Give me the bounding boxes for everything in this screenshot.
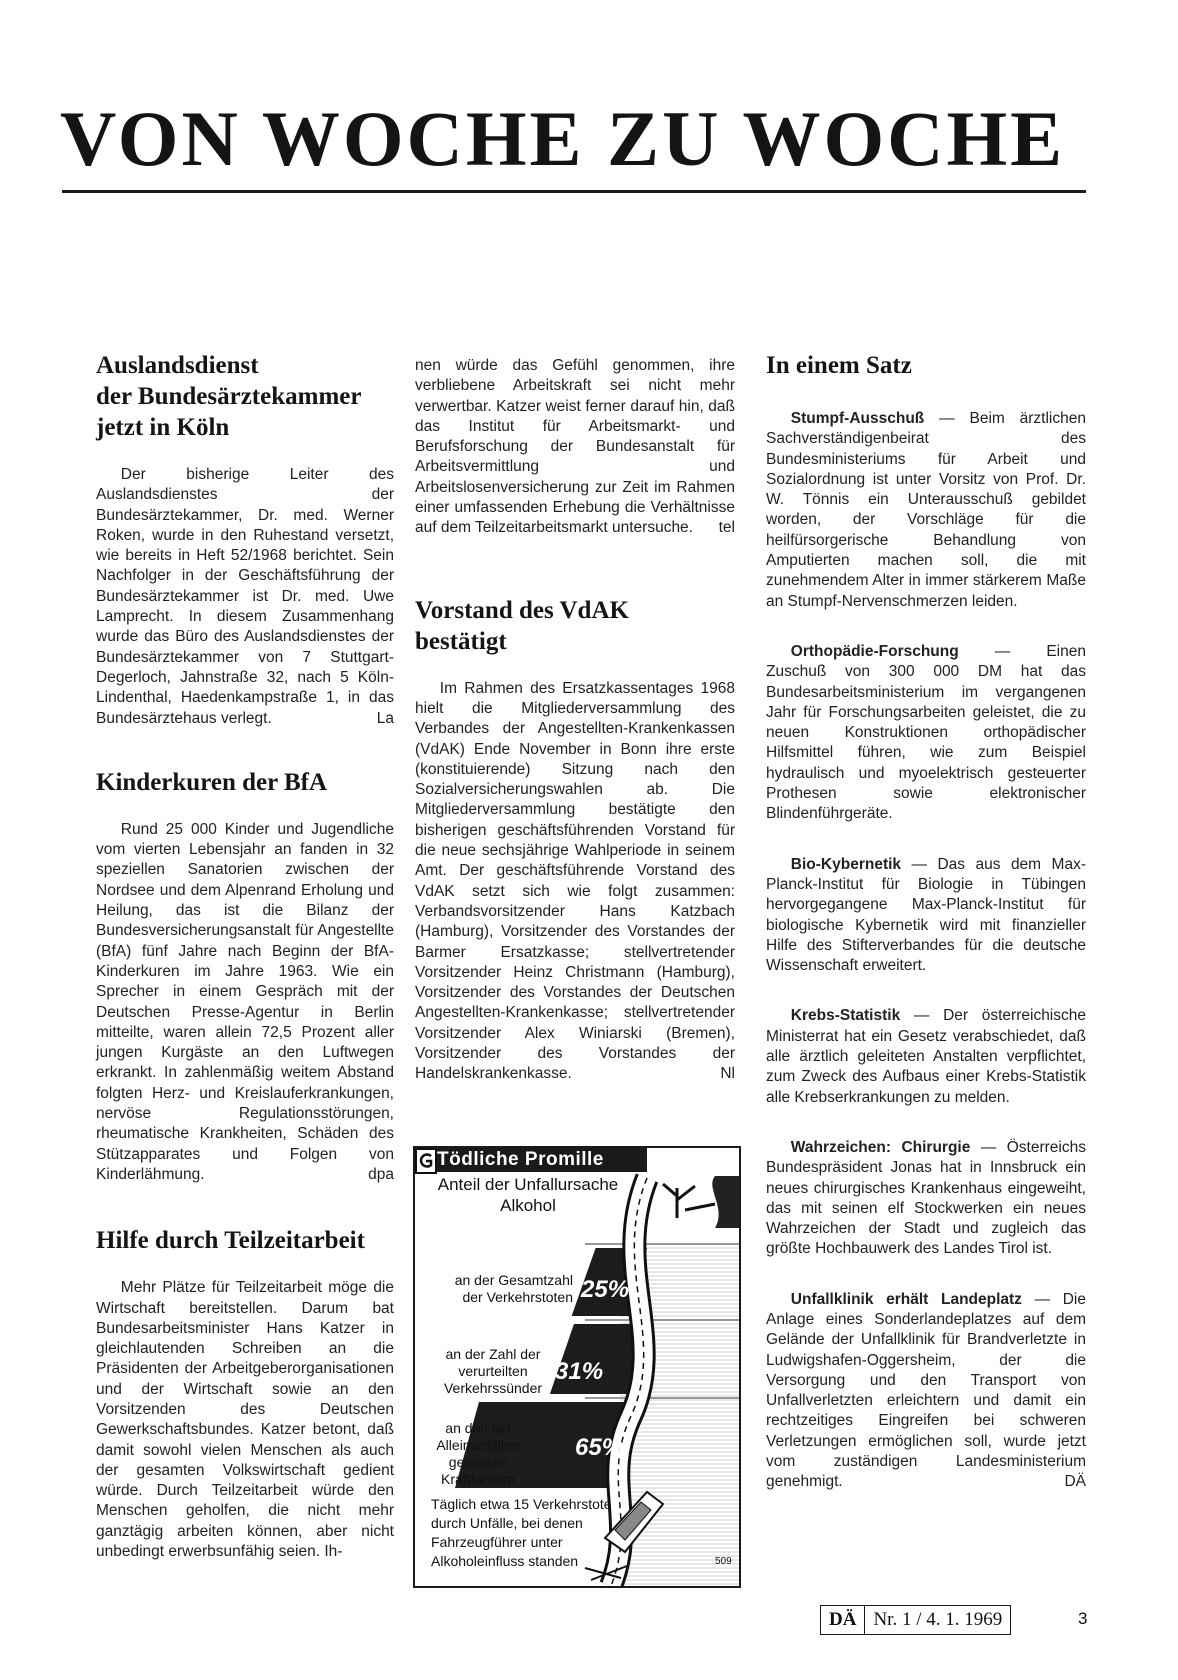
brief-list bbox=[766, 409, 1086, 1493]
headline-vdak bbox=[415, 595, 735, 657]
chart-title: Tödliche Promille bbox=[415, 1148, 647, 1172]
brief-text: — Das aus dem Max-Planck-Institut für Biologie in Tübingen hervorgegangene Max-Planck-Institut für biologische Kybernetik wird mit finanzieller Hilfe des Stifterverbandes für die deutsche Wissenschaft erweitert. bbox=[766, 855, 1086, 975]
masthead: VON WOCHE ZU WOCHE bbox=[60, 95, 1066, 182]
signature: La bbox=[376, 709, 394, 727]
signature: Nl bbox=[720, 1065, 735, 1083]
signature: tel bbox=[718, 519, 735, 537]
headline-line: Vorstand des VdAK bbox=[415, 596, 629, 624]
article-teilzeit-text-part2 bbox=[415, 356, 735, 539]
chart-subtitle: Anteil der Unfallursache Alkohol bbox=[437, 1175, 619, 1215]
chart-tree-crown bbox=[712, 1176, 739, 1228]
brief-item bbox=[766, 1006, 1086, 1107]
brief-item bbox=[766, 855, 1086, 977]
brief-title: Wahrzeichen: Chirurgie bbox=[790, 1138, 971, 1156]
headline-satz: In einem Satz bbox=[766, 352, 912, 379]
chart-tree bbox=[663, 1184, 715, 1218]
headline-kinderkuren: Kinderkuren der BfA bbox=[96, 768, 328, 796]
brief-text: — Einen Zuschuß von 300 000 DM hat das Bundesarbeitsministerium im vergangenen Jahr für Forschungsarbeiten geleistet, die zu neuen Konstruktionen orthopädischer Hilfsmittel führen, wie zum Beispiel hydraulisch und myoelektrisch gesteuerter Prothesen sowie elektronischer Blindenführgeräte. bbox=[766, 642, 1086, 823]
globus-logo-icon bbox=[415, 1148, 437, 1174]
brief-text: — Beim ärztlichen Sachverständigenbeirat des Bundesministeriums für Arbeit und Sozialordnung ist unter Vorsitz von Prof. Dr. W. Tönnis ein Unterausschuß gebildet worden, der Vorschläge für die heilfürsorgerische Behandlung von Amputierten machen soll, die mit zunehmendem Alter in immer stärkerem Maße an Stumpf-Nervenschmerzen leiden. bbox=[766, 410, 1086, 610]
headline-teilzeit: Hilfe durch Teilzeitarbeit bbox=[96, 1227, 365, 1255]
article-text: Rund 25 000 Kinder und Jugendliche vom vierten Lebensjahr an fanden in 32 speziellen Sanatorien zwischen der Nordsee und dem Alpenrand Erholung und Heilung, das ist die Bilanz der Bundesversicherungsanstalt für Angestellte (BfA) fünf Jahre nach Beginn der BfA-Kinderkuren im Jahre 1963. Wie ein Sprecher in einem Gespräch mit der Deutschen Presse-Agentur in Berlin mitteilte, waren allein 72,5 Prozent aller jungen Kurgäste an den Luftwegen erkrankt. In zahlenmäßig weitem Abstand folgten Herz- und Kreislauferkrankungen, nervöse Regulationsstörungen, rheumatische Krankheiten, Schäden des Stützapparates und Folgen von Kinderlähmung. bbox=[96, 820, 394, 1183]
issue-date: Nr. 1 / 4. 1. 1969 bbox=[865, 1605, 1011, 1635]
page-number: 3 bbox=[1078, 1609, 1088, 1628]
brief-item bbox=[766, 1138, 1086, 1260]
signature: dpa bbox=[368, 1165, 394, 1183]
chart-footnote: Täglich etwa 15 Verkehrstote durch Unfälle, bei denen Fahrzeugführer unter Alkoholeinfluss standen bbox=[431, 1496, 612, 1569]
article-text: nen würde das Gefühl genommen, ihre verbliebene Arbeitskraft sei nicht mehr verwertbar. Katzer weist ferner darauf hin, daß das Institut für Arbeitsmarkt- und Berufsforschung der Bundesanstalt für Arbeitsvermittlung und Arbeitslosenversicherung zur Zeit im Rahmen einer umfassenden Erhebung die Verhältnisse auf dem Teilzeitarbeitsmarkt untersuche. bbox=[415, 357, 735, 537]
headline-auslandsdienst bbox=[96, 350, 394, 443]
footer-issue-box bbox=[820, 1605, 1011, 1635]
article-text: Im Rahmen des Ersatzkassentages 1968 hielt die Mitgliederversammlung des Verbandes der Angestellten-Krankenkassen (VdAK) Ende November in Bonn ihre erste (konstituierende) Sitzung nach den Sozialversicherungswahlen ab. Die Mitgliederversammlung bestätigte den bisherigen geschäftsführenden Vorstand für die neue sechsjährige Wahlperiode in seinem Amt. Der geschäftsführende Vorstand des VdAK setzt sich wie folgt zusammen: Verbandsvorsitzender Hans Katzbach (Hamburg), Vorsitzender des Vorstandes der Barmer Ersatzkasse; stellvertretender Vorsitzender Heinz Christmann (Hamburg), Vorsitzender des Vorstandes der Deutschen Angestellten-Krankenkasse; stellvertretender Vorsitzender Alex Winiarski (Bremen), Vorsitzender des Vorstandes der Handelskrankenkasse. bbox=[415, 679, 735, 1083]
headline-line: Auslandsdienst bbox=[96, 352, 259, 379]
headline-line: bestätigt bbox=[415, 627, 507, 655]
brief-title: Orthopädie-Forschung bbox=[790, 642, 959, 660]
chart-category-label: an der Zahl der verurteilten Verkehrssünder bbox=[443, 1346, 543, 1396]
chart-category-label: an den bei Alleinunfällen getöteten Kraftfahrern bbox=[436, 1420, 520, 1487]
signature: DÄ bbox=[1064, 1473, 1086, 1491]
brief-item bbox=[766, 1290, 1086, 1493]
article-teilzeit-text-part1: Mehr Plätze für Teilzeitarbeit möge die Wirtschaft bereitstellen. Darum bat Bundesarbeitsminister Hans Katzer in gleichlautenden Schreiben an die Präsidenten der Arbeitgeberorganisationen und der Wirtschaft sowie an den Vorsitzenden des Deutschen Gewerkschaftsbundes. Katzer betont, daß damit sowohl vielen Menschen als auch der gesamten Volkswirtschaft gedient würde. Durch Teilzeitarbeit würde den Menschen geholfen, die nicht mehr ganztägig arbeiten können, aber nicht unbedingt erwerbsunfähig seien. Ih- bbox=[96, 1279, 394, 1561]
brief-title: Bio-Kybernetik bbox=[790, 855, 902, 873]
chart-toedliche-promille bbox=[413, 1146, 741, 1588]
brief-title: Stumpf-Ausschuß bbox=[790, 410, 925, 427]
chart-category-label: an der Gesamtzahl der Verkehrstoten bbox=[454, 1272, 573, 1305]
article-auslandsdienst-text bbox=[96, 465, 394, 729]
brief-item bbox=[766, 409, 1086, 612]
masthead-rule bbox=[62, 190, 1086, 193]
chart-code: 509 bbox=[715, 1556, 732, 1567]
brief-title: Unfallklinik erhält Landeplatz bbox=[790, 1290, 1022, 1308]
brief-item bbox=[766, 642, 1086, 825]
article-vdak-text bbox=[415, 679, 735, 1085]
article-kinderkuren-text bbox=[96, 820, 394, 1185]
headline-line: der Bundesärztekammer bbox=[96, 383, 362, 410]
article-text: Der bisherige Leiter des Auslandsdienstes der Bundesärztekammer, Dr. med. Werner Roken, wurde in den Ruhestand versetzt, wie bereits in Heft 52/1968 berichtet. Sein Nachfolger in der Geschäftsführung der Bundesärztekammer ist Dr. med. Uwe Lamprecht. In diesem Zusammenhang wurde das Büro des Auslandsdienstes der Bundesärztekammer von 7 Stuttgart-Degerloch, Jahnstraße 32, nach 5 Köln-Lindenthal, Haedenkampstraße 1, in das Bundesärztehaus verlegt. bbox=[96, 466, 394, 727]
chart-value-label: 31% bbox=[555, 1358, 604, 1385]
brief-text: — Die Anlage eines Sonderlandeplatzes auf dem Gelände der Unfallklinik für Brandverletzte in Ludwigshafen-Oggersheim, der die Versorgung und den Transport von Unfallverletzten erleichtern und damit ein rechtzeitiges Eingreifen bei schweren Verletzungen ermöglichen soll, wurde jetzt vom zuständigen Landesministerium genehmigt. bbox=[766, 1290, 1086, 1491]
column-middle bbox=[415, 356, 735, 1085]
journal-logo: DÄ bbox=[820, 1605, 865, 1635]
brief-text: — Der österreichische Ministerrat hat ein Gesetz verabschiedet, daß alle ärztlich geleiteten Anstalten verpflichtet, zum Zweck des Aufbaus einer Krebs-Statistik alle Krebserkrankungen zu melden. bbox=[766, 1007, 1086, 1106]
brief-text: — Österreichs Bundespräsident Jonas hat in Innsbruck ein neues chirurgisches Krankenhaus eingeweiht, das mit seinen elf Stockwerken ein neues Wahrzeichen der Stadt und zugleich das größte Hochbauwerk des Landes Tirol ist. bbox=[766, 1138, 1086, 1258]
column-right bbox=[766, 350, 1086, 1523]
headline-line: jetzt in Köln bbox=[96, 414, 230, 441]
brief-title: Krebs-Statistik bbox=[790, 1007, 901, 1025]
column-left bbox=[96, 350, 394, 1562]
chart-value-label: 65% bbox=[575, 1434, 624, 1461]
chart-value-label: 25% bbox=[581, 1276, 630, 1303]
